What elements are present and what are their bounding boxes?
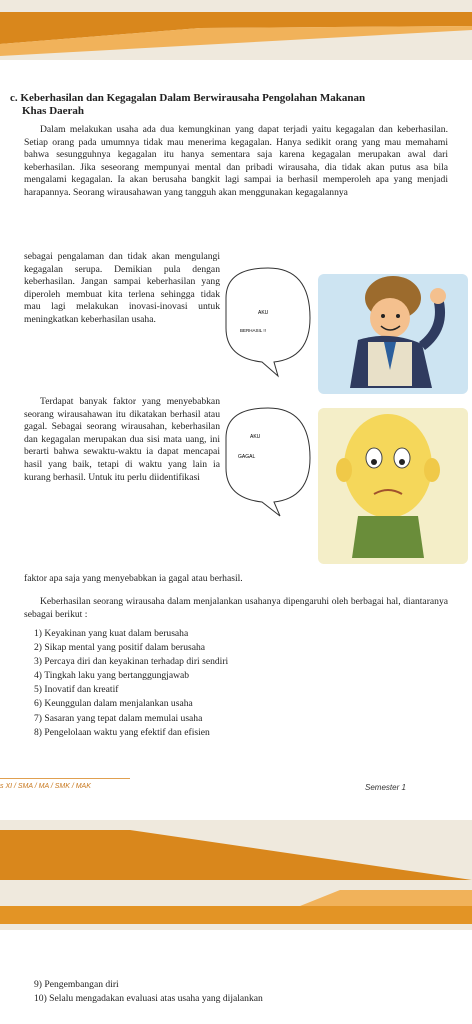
footer-divider xyxy=(0,778,130,779)
next-page xyxy=(0,930,472,1024)
section-heading xyxy=(10,92,462,118)
success-failure-illustration xyxy=(218,258,472,568)
bubble-text: AKU xyxy=(250,434,261,440)
paragraph-factors: Terdapat banyak faktor yang menyebabkan seorang wirausahawan itu dikatakan berhasil atau gagal. Sebagai seorang wirausahan, keberhasilan dan kegagalan merupakan dua sisi mata uang, ini berarti bahwa sewaktu-waktu ia dapat mencapai hasil yang baik, tetapi di waktu yang lain ia kurang berhasil. Untuk itu perlu diidentifikasi xyxy=(24,396,220,483)
list-item: 4) Tingkah laku yang bertanggungjawab xyxy=(34,670,190,682)
page-break-band xyxy=(0,820,472,930)
list-item: 1) Keyakinan yang kuat dalam berusaha xyxy=(34,628,189,639)
top-orange-band xyxy=(0,0,472,60)
heading-line-1: c. Keberhasilan dan Kegagalan Dalam Berwirausaha Pengolahan Makanan xyxy=(10,92,366,104)
list-item: 6) Keunggulan dalam menjalankan usaha xyxy=(34,698,193,710)
paragraph-success-factors: Keberhasilan seorang wirausaha dalam menjalankan usahanya dipengaruhi oleh berbagai hal, diantaranya sebagai berikut : xyxy=(24,596,448,620)
list-item: 9) Pengembangan diri xyxy=(34,979,119,990)
list-item: 2) Sikap mental yang positif dalam berusaha xyxy=(34,642,206,654)
list-item: 10) Selalu mengadakan evaluasi atas usaha yang dijalankan xyxy=(34,993,263,1005)
footer-semester: Semester 1 xyxy=(365,783,406,792)
list-item: 3) Percaya diri dan keyakinan terhadap diri sendiri xyxy=(34,656,229,668)
success-factor-list xyxy=(34,627,228,740)
failure-illustration xyxy=(226,408,468,564)
bubble-text: AKU xyxy=(258,310,269,316)
list-item: 5) Inovatif dan kreatif xyxy=(34,684,119,696)
success-illustration xyxy=(226,268,468,394)
list-item: 8) Pengelolaan waktu yang efektif dan efisien xyxy=(34,726,210,738)
list-item: 7) Sasaran yang tepat dalam memulai usaha xyxy=(34,712,203,724)
paragraph-factors-end: faktor apa saja yang menyebabkan ia gagal atau berhasil. xyxy=(24,573,243,584)
bubble-text: GAGAL xyxy=(238,454,256,460)
next-page-list xyxy=(34,978,263,1006)
heading-line-2: Khas Daerah xyxy=(22,105,85,117)
paragraph-intro: Dalam melakukan usaha ada dua kemungkinan yang dapat terjadi yaitu kegagalan dan keberhasilan. Setiap orang pada umumnya tidak mau menerima kegagalan. Hanya sedikit orang yang mau memahami bahwa sesungguhnya kegagalan itu hanya sementara saja karena kegagalan merupakan awal dari keberhasilan. Jika seseorang mempunyai mental dan pribadi wirausaha, dia tidak akan putus asa bila mengalami kegagalan. Ia akan berusaha bangkit lagi sampai ia berhasil memperoleh apa yang menjadi harapannya. Seorang wirausahawan yang tangguh akan menggunakan kegagalannya xyxy=(24,124,448,198)
footer-class-label: s XI / SMA / MA / SMK / MAK xyxy=(0,783,91,790)
bubble-text: BERHASIL !! xyxy=(240,328,266,333)
paragraph-intro-continued: sebagai pengalaman dan tidak akan mengulangi kegagalan serupa. Demikian pula dengan keberhasilan. Jangan sampai keberhasilan yang diperoleh membuat kita terlena sehingga tidak mau lagi melakukan inovasi-inovasi untuk meningkatkan keberhasilan usaha. xyxy=(24,251,220,325)
